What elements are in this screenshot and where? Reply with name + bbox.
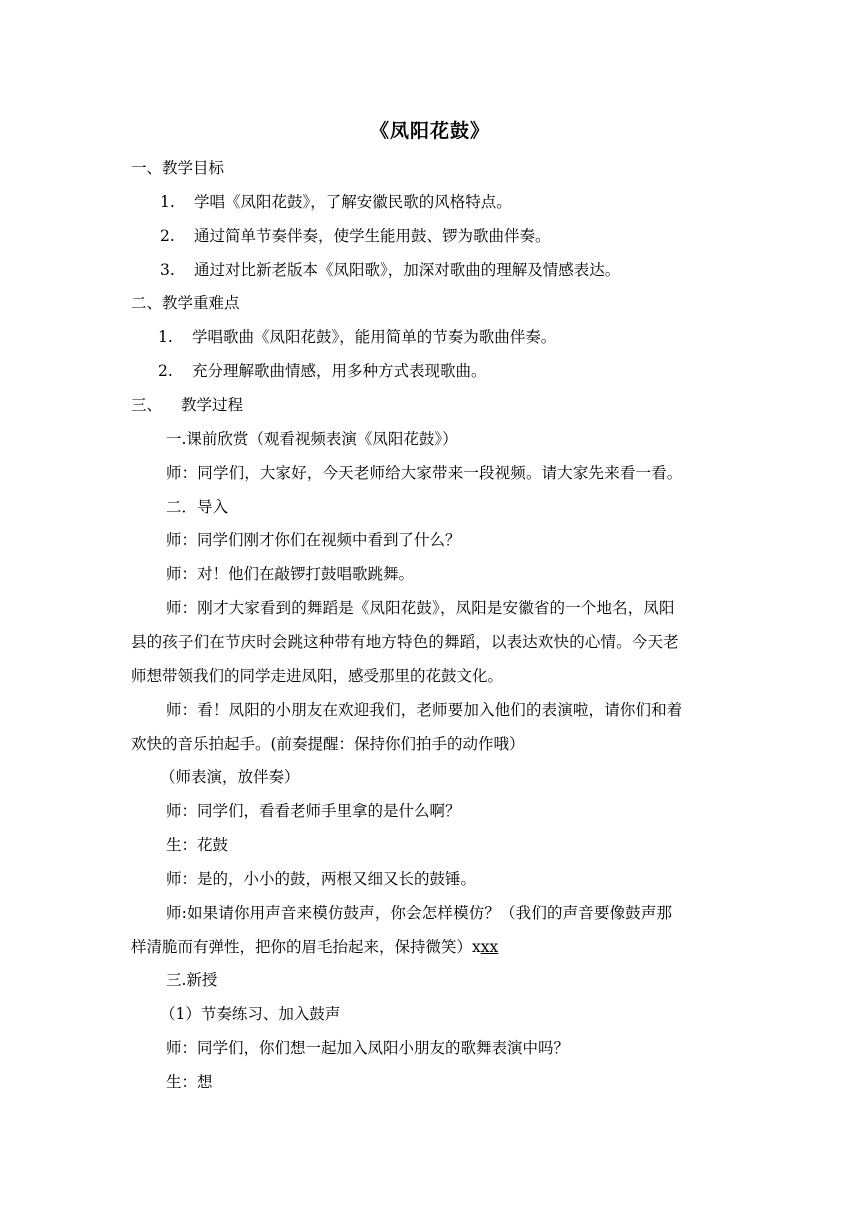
- item-text: 充分理解歌曲情感，用多种方式表现歌曲。: [192, 362, 487, 380]
- document-title: 《凤阳花鼓》: [369, 120, 490, 142]
- paragraph-line: 师：同学们，大家好，今天老师给大家带来一段视频。请大家先来看一看。: [166, 464, 683, 482]
- paragraph-line: 师：是的，小小的鼓，两根又细又长的鼓锤。: [166, 870, 477, 888]
- paragraph-line: 师想带领我们的同学走进凤阳，感受那里的花鼓文化。: [131, 667, 504, 685]
- section3-title: 教学过程: [181, 396, 244, 414]
- item-number: 1.: [160, 193, 175, 211]
- section1-item-2: [160, 226, 551, 246]
- section1-item-1: [160, 192, 512, 212]
- paragraph-line: 师：同学们刚才你们在视频中看到了什么？: [166, 531, 461, 549]
- item-text: 通过简单节奏伴奏，使学生能用鼓、锣为歌曲伴奏。: [194, 227, 551, 245]
- item-text: 学唱《凤阳花鼓》，了解安徽民歌的风格特点。: [194, 193, 512, 211]
- section1-heading: 一、教学目标: [131, 159, 225, 177]
- paragraph-line: 一.课前欣赏（观看视频表演《凤阳花鼓》）: [166, 430, 458, 448]
- item-text: 通过对比新老版本《凤阳歌》，加深对歌曲的理解及情感表达。: [194, 261, 621, 279]
- item-text: 学唱歌曲《凤阳花鼓》，能用简单的节奏为歌曲伴奏。: [192, 328, 557, 346]
- section1-item-3: [160, 260, 620, 280]
- paragraph-line: 三.新授: [166, 971, 218, 989]
- section2-item-1: [158, 327, 556, 347]
- paragraph-line: 欢快的音乐拍起手。(前奏提醒：保持你们拍手的动作哦）: [131, 735, 525, 753]
- paragraph-line: 师：刚才大家看到的舞蹈是《凤阳花鼓》，凤阳是安徽省的一个地名，凤阳: [166, 599, 675, 617]
- paragraph-line: 师：看！凤阳的小朋友在欢迎我们，老师要加入他们的表演啦，请你们和着: [166, 701, 683, 719]
- paragraph-line: （师表演，放伴奏）: [160, 768, 300, 786]
- paragraph-line: 师：同学们，看看老师手里拿的是什么啊？: [166, 802, 461, 820]
- item-number: 3.: [160, 261, 175, 279]
- paragraph-line: 师：对！他们在敲锣打鼓唱歌跳舞。: [166, 565, 415, 583]
- paragraph-line: 师：同学们，你们想一起加入凤阳小朋友的歌舞表演中吗？: [166, 1039, 570, 1057]
- section3-heading: [131, 395, 243, 415]
- paragraph-line: 生：想: [166, 1073, 213, 1091]
- paragraph-text: 样清脆而有弹性，把你的眉毛抬起来，保持微笑）x: [131, 938, 481, 956]
- paragraph-line: 师:如果请你用声音来模仿鼓声，你会怎样模仿？（我们的声音要像鼓声那: [166, 904, 673, 922]
- section2-heading: 二、教学重难点: [131, 294, 240, 312]
- item-number: 2.: [158, 362, 173, 380]
- paragraph-line: [131, 937, 498, 957]
- item-number: 2.: [160, 227, 175, 245]
- paragraph-line: 生：花鼓: [166, 836, 229, 854]
- section3-number: 三、: [131, 396, 163, 414]
- paragraph-line: 二．导入: [166, 498, 229, 516]
- section2-item-2: [158, 361, 487, 381]
- paragraph-line: 县的孩子们在节庆时会跳这种带有地方特色的舞蹈，以表达欢快的心情。今天老: [131, 633, 679, 651]
- paragraph-line: （1）节奏练习、加入鼓声: [160, 1005, 341, 1023]
- underlined-text: xx: [480, 938, 499, 956]
- item-number: 1.: [158, 328, 173, 346]
